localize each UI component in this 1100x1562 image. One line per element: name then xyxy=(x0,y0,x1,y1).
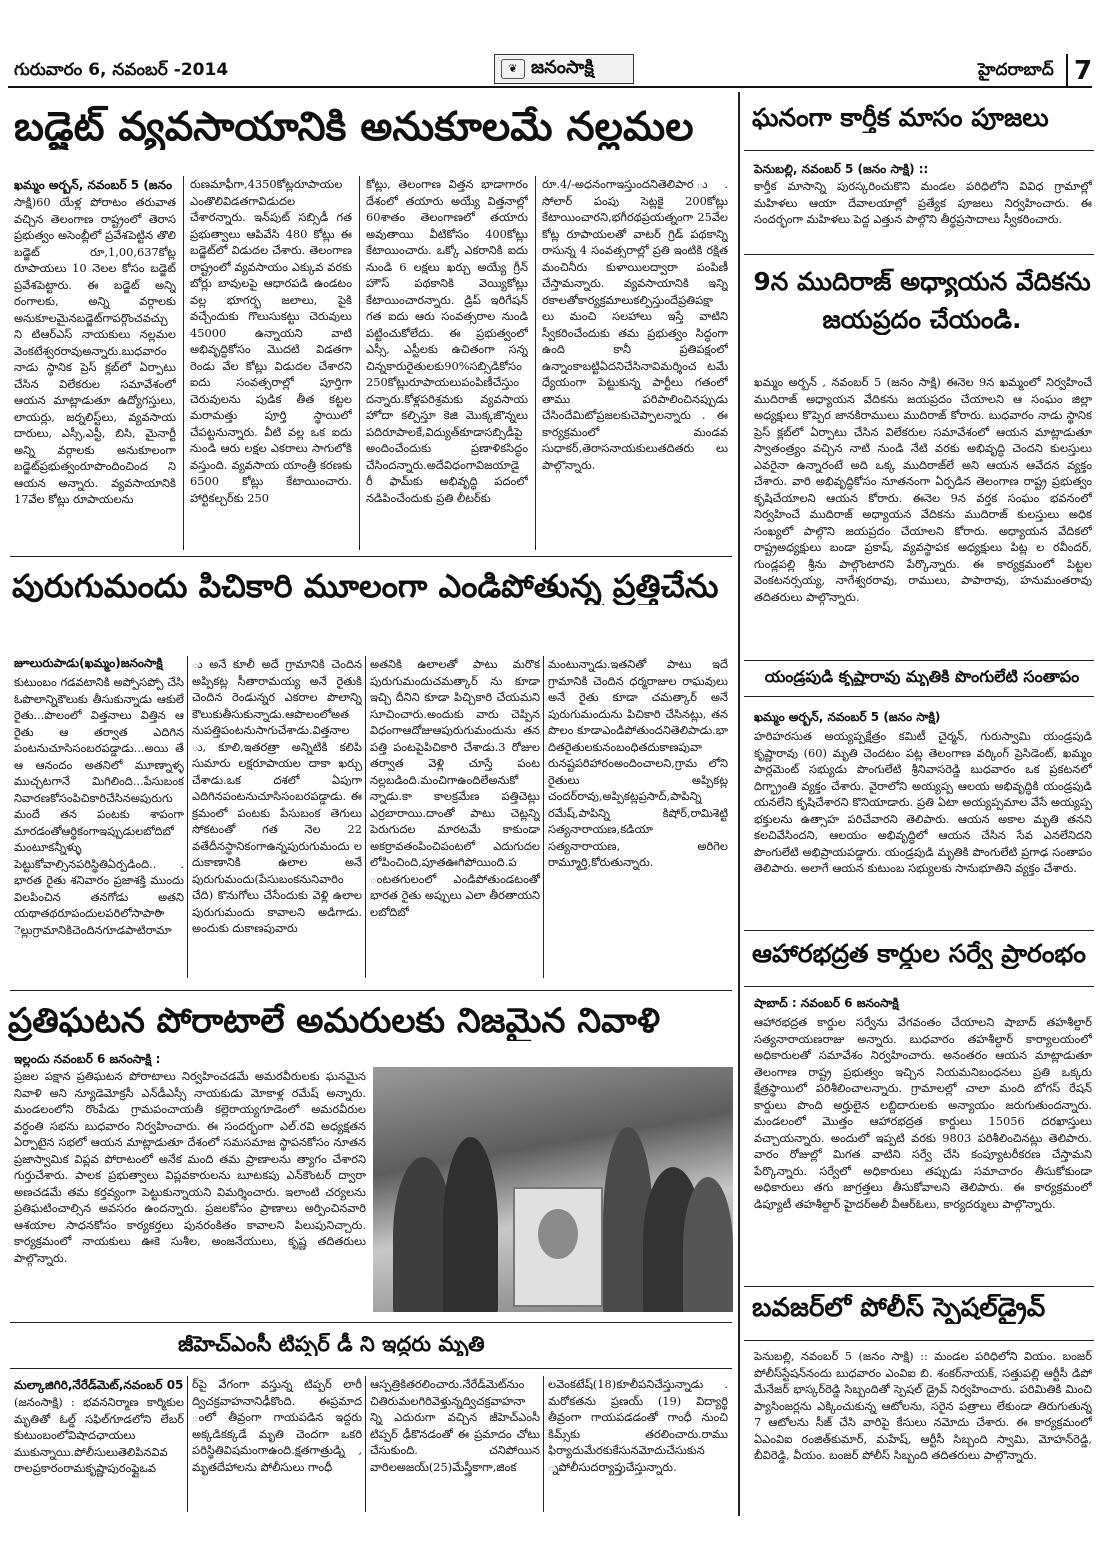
column-rule xyxy=(365,1376,366,1512)
page-number: 7 xyxy=(1074,56,1093,86)
side5-body: పెనుబల్లి, నవంబర్ 5 (జనం సాక్షి) :: మండల పరిధిలోని వియం. బంజర్ పోలీస్‌స్టేషన్‌నందు బుధవారం ఎంవిఐ బి. శంకర్‌నాయక్, సత్తుపల్లి ఆర్టీసీ డిపో మేనేజర్ భాస్కర్‌రెడ్డి సిబ్బందితో స్పెషల్ డ్రైవ్ నిర్వహించారు. పరిమితికి మించి ప్యాసింజర్లను ఎక్కించుకున్న ఆటోలను, సరైన పత్రాలు లేకుండా తిరుగుతున్న 7 ఆటోలను సీజ్ చేసి వారిపై కేసులు నమోదు చేశారు. ఈ కార్యక్రమంలో ఏఎంవిఐ రంజిత్‌కుమార్, మహేష్, ఆర్టీసీ సిబ్బంది స్వామి, మోహన్‌రెడ్డి, బీవిరెడ్డి, వీయం. బంజర్ పోలీస్ సిబ్బంది తదితరులు పాల్గొన్నారు. xyxy=(754,1349,1092,1462)
side2-headline-line1: 9న ముదిరాజ్ అధ్యాయన వేదికను xyxy=(753,268,1091,296)
story3-photo xyxy=(373,1067,733,1312)
column-rule xyxy=(183,176,184,550)
side2-headline-line2: జయప్రదం చేయండి. xyxy=(822,306,1022,334)
story3-headline: ప్రతిఘటన పోరాటాలే అమరులకు నిజమైన నివాళి xyxy=(8,1002,661,1041)
column-rule xyxy=(535,176,536,550)
column-rule xyxy=(187,656,188,978)
story4-col1: (జనంసాక్షి) : భవననిర్మాణ కార్మికుల మృతితో ఓల్డ్ సఫిల్‌గూడలోని లేబర్ కుటుంబంలోవిషాదఛాయలు ముకున్నాయి.పోలీసులుతెలిపినవివ రాలప్రకారంరామకృష్ణాపురంఫ్లైఒవ xyxy=(14,1395,184,1475)
header-divider xyxy=(1066,54,1068,86)
section-rule xyxy=(744,150,1094,151)
side3-byline: ఖమ్మం అర్బన్, నవంబర్ 5 (జనం సాక్షి) xyxy=(754,710,941,724)
sidebar-divider xyxy=(738,92,740,1516)
story2-col2: ు అనే కూలీ అదే గ్రామానికి చెందిన అప్పికట్ల సీతారామయ్య అనే రైతుకి చెందిన రెండున్నర ఎకరాల పొలాన్ని కౌలుకుతీసుకున్నాడు.ఆపొలంలోఅత నుపత్తిపంటనుసాగుచేశాడు.విత్తనాల ు, కూలి,ఇతరత్రా అన్నిటికి కలిపి సుమారు లక్షరూపాయల దాకా ఖర్చు చేశాడు.ఒక దశలో ఏపుగా ఎదిగినపంటనుచూసిసంబరపడ్డాడు. ఈ క్రమంలో పంటకు పేసుబంక తెగులు సోకటంతో గత నెల 22 వతేదీనస్థానికంగాఉన్నపురుగుమందు ల దుకాణానికి ఉలాల అనే పురుగుమందు(పేసుబంకనునివారిం చేది) కొనుగోలు చేసేందుకు వెళ్లి ఉలాల పురుగుమందు కావాలని అడిగాడు. అందుకు దుకాణపువారు xyxy=(192,657,362,935)
story1-col1: సాక్షి)60 యేళ్ల పోరాటం తరువాత వచ్చిన తెలంగాణ రాష్ట్రంలో తెరాస ప్రభుత్వం అసెంబ్లీలో ప్రవేశపెట్టిన తొలి బడ్జెట్ రూ,1,00,637కోట్ల రూపాయలు 10 నెలల కోసం బడ్జెట్ ప్రవేశపెట్టారు. ఈ బడ్జెట్ అన్ని రంగాలకు, అన్ని వర్గాలకు అనుకూలమైనబడ్జెట్‌గాపర్గొంచవచ్చు ని టిఆర్ఎస్ నాయకులు నల్లమల వెంకటేశ్వరరావుఅన్నారు.బుధవారం నాడు స్థానిక ప్రెస్ క్లబ్‌లో ఏర్పాటు చేసిన విలేకరుల సమావేశంలో ఆయన మాట్లాడుతూ ఉద్యోగస్తులు, లాయర్లు, జర్నలిస్ట్‌లు, వ్యవసాయ దారులు, ఎస్సీ,ఎస్టీ, బిసి, మైనార్టీ అన్ని వర్గాలకు అనుకూలంగా బడ్జెట్‌ప్రభుత్వంరూపొందించింద ని ఆయన అన్నారు. వ్యవసాయానికి 17వేల కోట్లు రూపాయలను xyxy=(14,195,176,506)
section-rule xyxy=(744,1286,1094,1287)
story1-headline: బడ్జెట్ వ్యవసాయానికి అనుకూలమే నల్లమల xyxy=(14,104,694,150)
section-rule xyxy=(744,1340,1094,1341)
side4-body: ఆహారభద్రత కార్డుల సర్వేను వేగవంతం చేయాలని షాబాద్ తహశీల్దార్ సత్యనారాయణరాజు అన్నారు. బుధవారం తహశీల్దార్ కార్యాలయంలో అధికారులతో సమావేశం నిర్వహించారు. అనంతరం ఆయన మాట్లాడుతూ తెలంగాణ రాష్ట్ర ప్రభుత్వం ఇచ్చిన నియమనిబంధనలు ప్రతి ఒక్కరు క్షేత్రస్థాయిలో పరిశీలించాలన్నారు. గ్రామాలల్లో చాలా మంది బోగస్ రేషన్ కార్డులు పొంది అర్హులైన లబ్దిదారులకు అన్యాయం జరుగుతుందన్నారు. మండలంలో మొత్తం ఆహారభద్రత కార్డులు 15056 దరఖాస్తులు వచ్చాయన్నారు. అందులో ఇప్పటి వరకు 9803 పరిశీలించినట్లు తెలిపారు. వారం రోజుల్లో మిగత వాటిని సర్వే చేసి కంప్యూటరీకరణ చేస్తామని పేర్కొన్నారు. సర్వేలో అధికారులు తప్పుడు సమాచారం తీసుకోకుండా అధికారులు తగు జాగ్రత్తలు తీసుకోవాలని తెలిపారు. ఈ కార్యక్రమంలో డిప్యూటీ తహశీల్దార్ హైదర్‌అలీ వీఆర్‌ఓలు, కార్యదర్శులు పాల్గొన్నారు. xyxy=(754,1015,1092,1211)
side1-headline: ఘనంగా కార్తీక మాసం పూజలు xyxy=(752,104,1049,132)
story4-col3: ఆస్పత్రికితరలించారు.నేరేడ్‌మెట్‌నుం చితిరుమలగిరివెళ్తున్నద్విచక్రవాహనా న్ని ఎదురుగా వచ్చిన జీహెచ్ఎంసీ టిప్పర్ ఢీకొనడంతో ఈ ప్రమాదం చోటు చేసుకుంది. చనిపోయిన వారిలఅజయ్(25)మేస్త్రీకాగా,జింక xyxy=(370,1377,540,1474)
side1-byline: పెనుబల్లి, నవంబర్ 5 (జనం సాక్షి) :: xyxy=(754,162,929,176)
section-rule xyxy=(744,254,1094,255)
section-rule xyxy=(10,1322,732,1323)
side3-body: హరిహరసుత అయ్యప్పక్షేత్రం కమిటీ చైర్మన్, గురుస్వామి యండ్రపుడి కృష్ణారావు (60) మృతి చెందటం పట్ల తెలంగాణ వర్కింగ్ ప్రెసిడెంట్, ఖమ్మం పార్లమెంట్ సభ్యుడు పొంగులేటి శ్రీనివాసరెడ్డి బుధవారం ఒక ప్రకటనలో దిగ్భ్రాంతి వ్యక్తం చేశారు. వైరాలోని అయ్యప్ప ఆలయ అభివృద్ధికి యండ్రపుడి యనలేని కృషిచేశారని కొనియాడారు. ప్రతి ఏటా అయ్యప్పమాల వేసే అయ్యప్ప భక్తులను ఉత్సాహ పరిచేవారని తెలిపారు. ఆయన అకాల మృతి తనని కలచివేసిందని, ఆలయం అభివృద్ధిలో ఆయన చేసిన సేవ ఎనలేనిదని పొంగులేటి అభిప్రాయపడ్డారు. యండ్రపుడి మృతికి పొంగులేటి ప్రగాఢ సంతాపం తెలిపారు. అలాగే ఆయన కుటుంబ సభ్యులకు సానుభూతిని వ్యక్తం చేశారు. xyxy=(754,729,1092,875)
story3-body: ప్రజల పక్షాన ప్రతిఘటన పోరాటాలు నిర్వహించడమే అమరవీరులకు ఘనమైన నివాళి అని న్యూడెమోక్రసీ ఎన్‌డీఎస్సీ నాయకుడు మోకాళ్ల రమేష్ అన్నారు. మండలంలోని రొంపేడు గ్రామపంచాయతీ కల్లెరాయ్యగూడెంలో అమరవీరుల వర్ధంతి సభను బుధవారం నిర్వహించారు. ఈ సందర్భంగా ఎల్.రవి అధ్యక్షతన ఏర్పాటైన సభలో ఆయన మాట్లాడుతూ దేశంలో సమసమాజ స్థాపనకోసం నూతన ప్రజాస్వామిక విప్లవ పోరాటంలో అనేక మంది తమ ప్రాణాలను త్యాగం చేశారని గుర్తుచేశారు. పాలక ప్రభుత్వాలు విప్లవకారులను బూటకపు ఎన్‌కౌంటర్ ద్వారా అణచడమే తమ కర్తవ్యంగా పెట్టుకున్నాయని విమర్శించారు. ఇలాంటి చర్యలను ప్రతిఘటించాల్సిన అవసరం ఉందన్నారు. ప్రజలకోసం ప్రాణాలు అర్పించినవారి ఆశయాల సాధనకోసం కార్యకర్తలు పునరంకితం కావాలని పిలుపునిచ్చారు. కార్యక్రమంలో నాయకులు ఊకె సుశీల, అంజనేయులు, కృష్ణ తదితరులు పాల్గొన్నారు. xyxy=(14,1069,366,1265)
column-rule xyxy=(187,1376,188,1512)
side4-headline: ఆహారభద్రత కార్డుల సర్వే ప్రారంభం xyxy=(752,940,1086,968)
side5-headline: బవజర్‌లో పోలీస్ స్పెషల్‌డ్రైవ్ xyxy=(752,1294,1046,1323)
story1-col2: రుణమాఫీగా,4350కోట్లరూపాయల ఎంతొలివిడతగావిడుదల చేశారన్నారు. ఇన్‌పుట్ సబ్సిడీ గత ప్రభుత్వాలు ఆపివేసి 480 కోట్లు ఈ బడ్జెట్‌లో విడుదల చేశారు. తెలంగాణ రాష్ట్రంలో వ్యవసాయం ఎక్కువ వరకు బోర్లు బావులపై ఆధారపడి ఉండటం వల్ల భూగర్భ జలాలు, పైకి వచ్చేందుకు గొలుసుకట్టు చెరువులు 45000 ఉన్నాయని వాటి అభివృద్ధికోసం మొదటి విడతగా రెండు వేల కోట్లు విడుదల చేశారని ఐదు సంవత్సరాల్లో పూర్తిగా చెరువులను పుడిక తీత కట్టల మరామత్తు పూర్తి స్థాయిలో చేపట్టనున్నారు. వీటి వల్ల ఒక ఐదు నుండి ఆరు లక్షల ఎకరాలు సాగులోకి వస్తుంది. వ్యవసాయ యాంత్రీ కరణకు 6500 కోట్లు కేటాయించారు. హార్టికల్చర్‌కు 250 xyxy=(190,177,352,505)
column-rule xyxy=(543,1376,544,1512)
section-rule xyxy=(744,986,1094,987)
side4-byline: షాబాద్ : నవంబర్ 6 జనంసాక్షి xyxy=(754,996,899,1010)
story4-col4: లవెంకటేష్(18)కూలీపనిచేస్తున్నాడు . మరోకతను ప్రణయ్ (19) విద్యార్థి తీవ్రంగా గాయపడడంతో గాంధీ నుంచి కిమ్స్‌కు తరలించారు.రాము ఫిర్యాదుమేరకుకేసునమోదుచేసుకున ్నపోలీసుదర్యాప్తుచేస్తున్నారు. xyxy=(548,1377,728,1474)
story4-byline: మల్కాజిగిరి,నేరేడ్‌మెట్,నవంబర్ 05 xyxy=(14,1378,184,1392)
story2-col1: కుటుంబం గడవటానికి అప్పోసప్పో చేసి ఓపొలాన్నికౌలుకు తీసుకున్నాడు ఆకులే రైతు...పొలంలో విత్తనాలు విత్తిన ఆ రైతు ఆ తర్వాత ఎదిగిన పంటనుచూసిసంబరపడ్డాడు...అయి తే ఆ ఆనందం అతనిలో మూణ్నాళ్ళ ముచ్చటగానే మిగిలింది...పేసుబంక నివారణకోసంపిచికారిచేసినఅపురుగు మందే తన పంటకు శాపంగా మారడంతోఆర్థికంగాఇప్పుడులబోదిబో మంటూకన్నీళ్ళు పెట్టుకోవాల్సినపరిస్థితిఏర్పడింది.. . భారత రైతు శనివారం ప్రజాశక్తి ముందు విలపించిన తనగోడు అతని యథాతథరూపందులపరిలోసాపాఠిా ెల్లుగ్రామానికిచెందినగూడపాటిరామా xyxy=(14,675,184,937)
story4-headline: జీహెచ్ఎంసీ టిప్పర్ డీ ని ఇద్దరు మృతి xyxy=(178,1332,485,1356)
story1-byline: ఖమ్మం అర్బన్, నవంబర్ 5 (జనం xyxy=(14,178,173,192)
story2-headline: పురుగుమందు పిచికారి మూలంగా ఎండిపోతున్న ప్రత్తిచేను xyxy=(12,568,719,605)
header-rule xyxy=(8,86,1092,88)
story2-col4: మంటున్నాడు.ఇతనితో పాటు ఇదే గ్రామానికి చెందిన ధర్మరాజుల రాఘవులు అనే రైతు కూడా చమత్కార్ అనే పురుగుమందును పిచికారి చేసినట్లు, తన పొలం కూడాఎండిపోతుందనితెలిపాడు.భా దితరైతులకునంబంధితదుకాణపువా రునష్టపరిహారంఅందించాలని,గ్రామ లోని రైతులు అప్పికట్ల చందర్‌రావు,అప్పికట్లప్రసాద్,పాపిన్ని రమేష్,పాపిన్ని కిషోర్,రామిశెట్టి సత్యనారాయణ,కడియా సత్యనారాయణ, అరిగెల రామ్మూర్తి,కోరుతున్నారు. xyxy=(548,657,728,869)
section-rule xyxy=(10,556,732,557)
side1-body: కార్తీక మాసాన్ని పురస్కరించుకొని మండల పరిధిలోని వివిధ గ్రామాల్లో మహిళలు ఆయా దేవాలయాల్లో ప్రత్యేక పూజలు నిర్వహించారు. ఈ సందర్భంగా మహిళలు పెద్ద ఎత్తున పాల్గొని తీర్థప్రసాదాలు స్వీకరించారు. xyxy=(754,179,1092,226)
side3-headline: యండ్రపుడి కృష్ణారావు మృతికి పొంగులేటి సంతాపం xyxy=(764,668,1080,686)
masthead-title: జనంసాక్షి xyxy=(531,56,594,78)
section-rule xyxy=(744,930,1094,931)
section-rule xyxy=(744,660,1094,661)
issue-date: గురువారం 6, నవంబర్ -2014 xyxy=(14,60,229,80)
column-rule xyxy=(365,656,366,978)
column-rule xyxy=(543,656,544,978)
story1-col4: రూ.4/-అధనంగాఇస్తుందనితెలిపార ు. సోలార్ పంపు సెట్లకై 200కోట్లు కేటాయించారని,భగీరథప్రయత్నంగా 25వేల కోట్ల రూపాయలతో వాటర్ గ్రిడ్ పథకాన్ని రాసున్న 4 సంవత్సరాల్లో ప్రతి ఇంటికి రక్షిత మంచినీరు కుళాయిలద్వారా పంపిణీ చేస్తామన్నారు. వ్యవసాయానికి ఇన్ని రకాలతోకార్యక్రమాలుకల్పిస్తుందేప్రతిపక్షా లు మంచి సలహాలు ఇస్తే వాటిని స్వీకరించేందుకు తమ ప్రభుత్వం సిద్ధంగా ఉంది కానీ ప్రతిపక్షంలో ఉన్నాంకాబట్టిఏదనిచేసినావిమర్శించ టమే ధ్యేయంగా పెట్టుకున్న పార్టీలు గతంలో తాము పరిపాలించినప్పుడు చేసిందేమిటోప్రజలకుచెప్పాలన్నారు . ఈ కార్యక్రమంలో మండవ సుధాకర్,తెరాసనాయకులుతదితరు లు పాల్గొన్నారు. xyxy=(542,177,728,472)
side2-body: ఖమ్మం అర్బన్ , నవంబర్ 5 (జనం సాక్షి) ఈనెల 9న ఖమ్మంలో నిర్వహించే ముదిరాజ్ అధ్యాయన వేదికను జయప్రదం చేయాలని ఆ సంఘం జిల్లా అధ్యక్షులు కొప్పెర జానకిరాములు ముదిరాజ్ కోరారు. బుధవారం నాడు స్థానిక ప్రెస్ క్లబ్‌లో ఏర్పాటు చేసిన విలేకరుల సమావేశంలో ఆయన మాట్లాడుతూ స్వాతంత్ర్యం వచ్చిన నాటి నుండి నేటి వరకు అభివృద్ధి చెందని కులస్తులు ఎవరైనా ఉన్నారంటే అది ఒక్క ముదిరాజ్‌లే అని ఆయన ఆవేదన వ్యక్తం చేశారు. వారి అభివృద్ధికోసం నూతనంగా ఏర్పడిన తెలంగాణ రాష్ట్ర ప్రభుత్వం కృషిచేయాలని ఆయన కోరారు. ఈనెల 9న వర్తక సంఘం భవనంలో నిర్వహించే ముదిరాజ్ అధ్యాయన వేదికను ముదిరాజ్ కులస్తులు అధిక సంఖ్యలో పాల్గొని జయప్రదం చేయాలని కోరారు. అధ్యాయన వేదికలో రాష్ట్రఅధ్యక్షులు బండా ప్రకాష్, వ్యవస్థాపక అధ్యక్షులు పిట్ల ల రవీందర్, గుండ్లపల్లి శ్రీను పాల్గొంటారని పేర్కొన్నారు. ఈ కార్యక్రమంలో పిట్టల వెంకటనర్సయ్య, నాగేశ్వరరావు, రాములు, పాపారావు, హనుమంతరావు తదితరులు పాల్గొన్నారు. xyxy=(754,375,1092,604)
masthead xyxy=(494,54,634,84)
section-rule xyxy=(10,990,732,991)
section-rule xyxy=(744,696,1094,697)
edition-city: హైదరాబాద్ xyxy=(978,60,1054,80)
column-rule xyxy=(359,176,360,550)
section-rule xyxy=(10,1368,732,1369)
story3-byline: ఇల్లందు నవంబర్ 6 జనంసాక్షి : xyxy=(14,1052,161,1066)
story4-col2: ర్‌పై వేగంగా వస్తున్న టిప్పర్ లారీ ద్విచక్రవాహనానిఢీకొంది. ఈప్రమాద ంలో తీవ్రంగా గాయపడిన ఇద్దరు అక్కడికక్కడే మృతి చెందగా ఒకరి పరిస్థితివిషమంగాఉంది.క్షతగాత్రుడ్ని , మృతదేహాలను పోలీసులు గాంధీ xyxy=(192,1377,362,1474)
story1-col3: కోట్లు, తెలంగాణ విత్తన భాడాగారం దేశంలో తయారు అయ్యే విత్తనాల్లో 60శాతం తెలంగాణలో తయారు అవుతాయి వీటికోసం 400కోట్లు కేటాయించారు. ఒక్కో ఎకరానికి ఐదు నుండి 6 లక్షలు ఖర్చు అయ్యే గ్రీన్ హౌస్ పథకానికి వెయ్యికోట్లు కేటాయించారన్నారు. డ్రిప్ ఇరిగేషన్ గత ఐదు ఆరు సంవత్సరాల నుండి పట్టించుకోలేదు. ఈ ప్రభుత్వంలో ఎస్సీ, ఎస్టీలకు ఉచితంగా సన్న చిన్నకారురైతులకు90%సబ్సిడికోసం 250కోట్లురూపాయలుపంపిణీచేస్తుం దన్నారు.కోళ్లపరిశ్రమకు వ్యవసాయ హోదా కల్పిస్తూ కెజి మొక్కజొన్నలు పదిరూపాలకే,విద్యుత్‌కూడాసబ్సిడీపై అందించేందుకు ప్రణాళికసిద్ధం చేసిందన్నారు.అదేవిధంగావిజయాడై రీ ఫామ్‌కు అభివృద్ధి పదంలో నడిపించేందుకు ప్రతి లీటర్‌కు xyxy=(366,177,528,505)
logo-icon: ❦ xyxy=(501,59,525,79)
story2-byline: జూలురుపాడు(ఖమ్మం)జనంసాక్షి xyxy=(14,656,163,670)
story2-col3: అతనికి ఉలాలతో పాటు మరొక పురుగుమందుచమత్కార్ ను కూడా ఇచ్చి దీనిని కూడా పిచ్చికారి చేయమని సూచించారు.అందుకు వారు చెప్పిన విధంగాఆదోజుఆపురుగుమందును తన పత్తి పంటపైపిచికారి చేశాడు.3 రోజుల తర్వాత వెళ్లి చూస్తే పంట నల్లబడింది.మంచిగాఉందిలేఅనుకో న్నాడు.కా కాలక్రమేణ పత్తిచెట్లు ఎర్రబారాయి.దాంతో పాటు చెట్లన్ని పెరుగుదల మారటమే కాకుండా అకర్రావతంపించిపంటలో ఎదుగుదల లోపించింది,పూతఊగిపోయింది.ప ంటతగులంలో ఎండిపోతుండటంతో భారత రైతు అప్పులు ఎలా తీరతాయని లబోదిబో xyxy=(370,657,540,919)
